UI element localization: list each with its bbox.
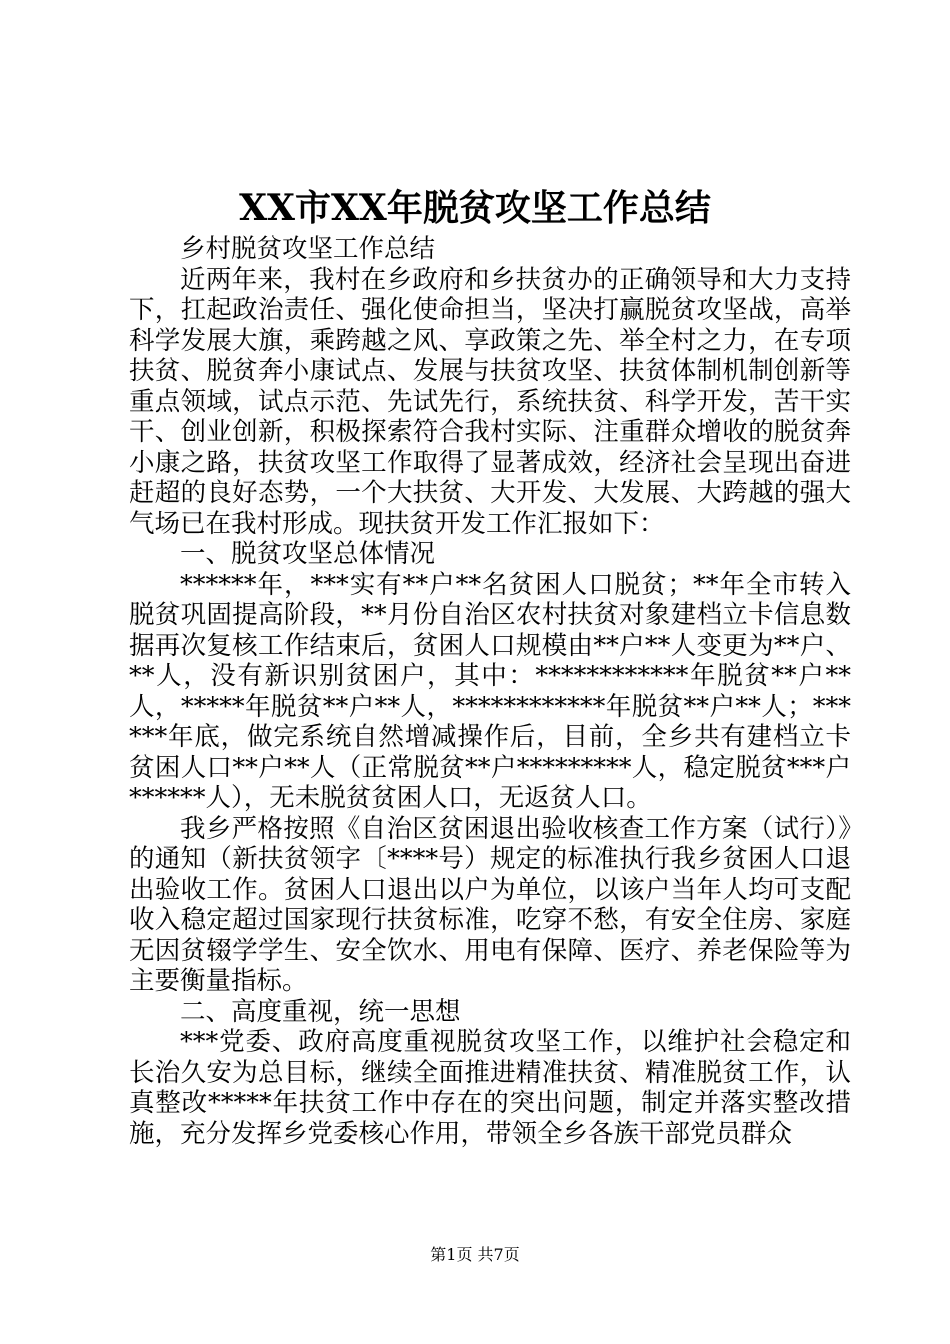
body-paragraph: 我乡严格按照《自治区贫困退出验收核查工作方案（试行）》的通知（新扶贫领字〔****号）规定的标准执行我乡贫困人口退出验收工作。贫困人口退出以户为单位，以该户当年人均可支配收入稳定超过国家现行扶贫标准，吃穿不愁，有安全住房、家庭无因贫辍学学生、安全饮水、用电有保障、医疗、养老保险等为主要衡量指标。 (129, 813, 851, 996)
intro-paragraph: 近两年来，我村在乡政府和乡扶贫办的正确领导和大力支持下，扛起政治责任、强化使命担当，坚决打赢脱贫攻坚战，高举科学发展大旗，乘跨越之风、享政策之先、举全村之力，在专项扶贫、脱贫奔小康试点、发展与扶贫攻坚、扶贫体制机制创新等重点领域，试点示范、先试先行，系统扶贫、科学开发，苦干实干、创业创新，积极探索符合我村实际、注重群众增收的脱贫奔小康之路，扶贫攻坚工作取得了显著成效，经济社会呈现出奋进赶超的良好态势，一个大扶贫、大开发、大发展、大跨越的强大气场已在我村形成。现扶贫开发工作汇报如下： (129, 264, 851, 539)
section-heading-1: 一、脱贫攻坚总体情况 (180, 539, 436, 569)
document-title: XX市XX年脱贫攻坚工作总结 (239, 187, 711, 229)
body-paragraph: ******年，***实有**户**名贫困人口脱贫；**年全市转入脱贫巩固提高阶段，**月份自治区农村扶贫对象建档立卡信息数据再次复核工作结束后，贫困人口规模由**户**人变更为**户、**人，没有新识别贫困户，其中：************年脱贫**户**人，*****年脱贫**户**人，************年脱贫**户**人；******年底，做完系统自然增减操作后，目前，全乡共有建档立卡贫困人口**户**人（正常脱贫**户*********人，稳定脱贫***户******人），无未脱贫贫困人口，无返贫人口。 (129, 569, 851, 813)
subtitle-paragraph: 乡村脱贫攻坚工作总结 (180, 234, 436, 264)
page-footer: 第1页 共7页 (430, 1245, 520, 1264)
body-paragraph: ***党委、政府高度重视脱贫攻坚工作，以维护社会稳定和长治久安为总目标，继续全面推进精准扶贫、精准脱贫工作，认真整改*****年扶贫工作中存在的突出问题，制定并落实整改措施，充分发挥乡党委核心作用，带领全乡各族干部党员群众 (129, 1027, 851, 1149)
section-heading-2: 二、高度重视，统一思想 (180, 996, 461, 1027)
document-body (129, 234, 851, 1149)
